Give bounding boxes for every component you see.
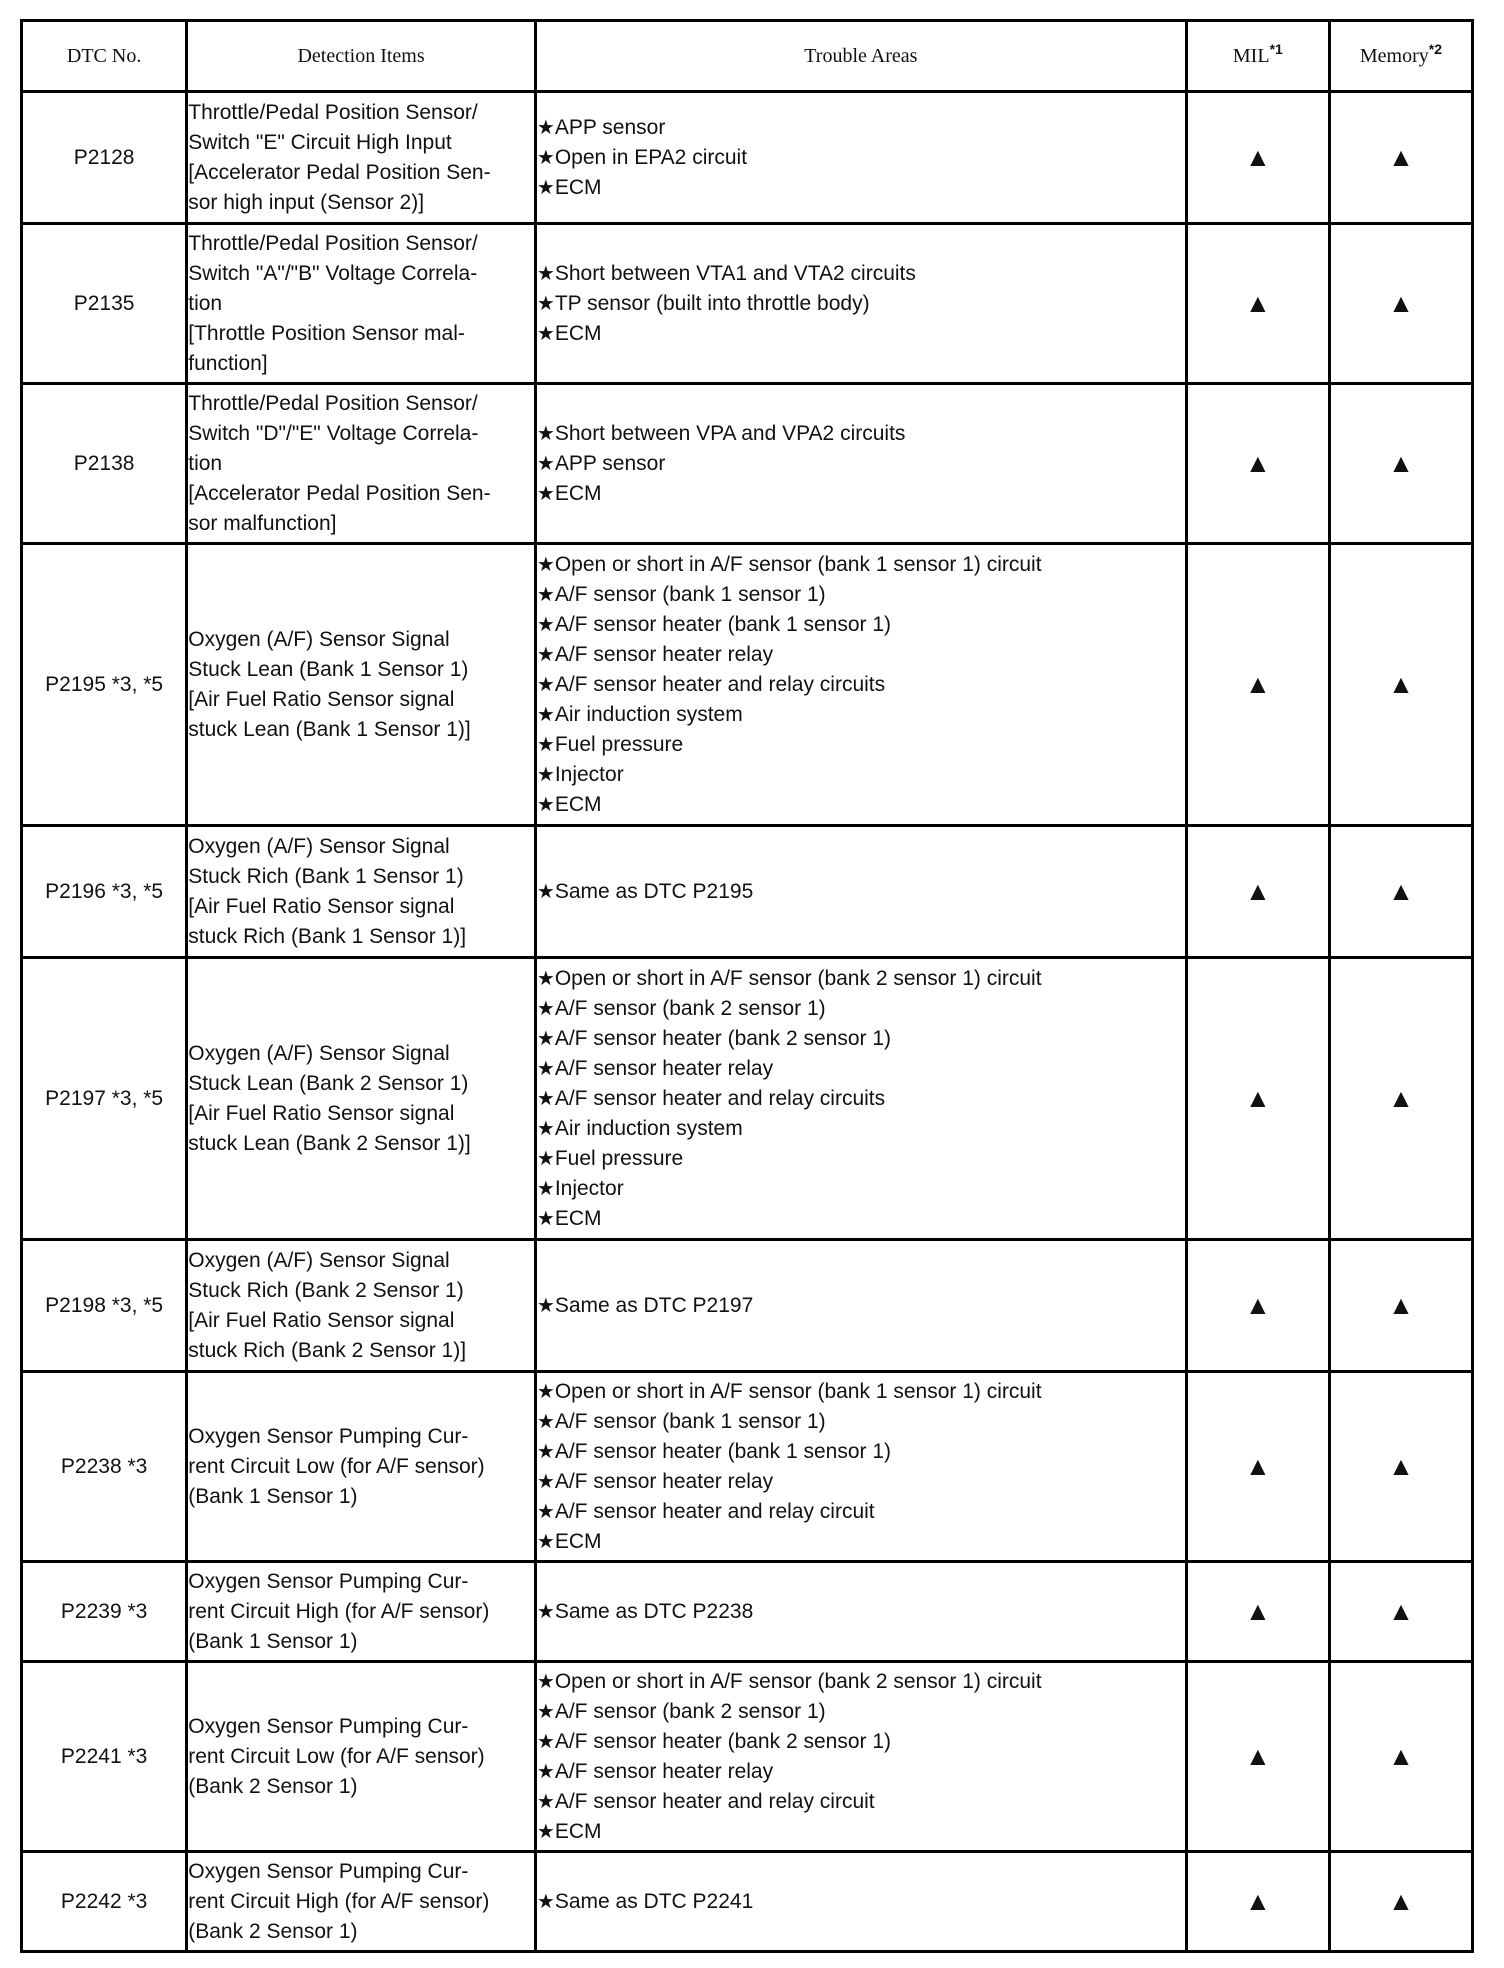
detection-item-line: Throttle/Pedal Position Sensor/ bbox=[188, 391, 478, 415]
trouble-area-item bbox=[537, 670, 1185, 700]
detection-items-cell bbox=[187, 224, 536, 384]
trouble-area-item bbox=[537, 113, 1185, 143]
star-bullet-icon: ★ bbox=[536, 763, 555, 786]
trouble-area-item bbox=[537, 1787, 1185, 1817]
detection-items-cell bbox=[187, 1372, 536, 1562]
detection-items-cell bbox=[187, 384, 536, 544]
star-bullet-icon: ★ bbox=[536, 643, 555, 666]
trouble-area-text: Open or short in A/F sensor (bank 1 sensor 1) circuit bbox=[554, 552, 1042, 576]
mil-indicator-icon: ▲ bbox=[1186, 92, 1329, 224]
detection-item-line: Throttle/Pedal Position Sensor/ bbox=[188, 100, 478, 124]
trouble-area-item bbox=[537, 1667, 1185, 1697]
detection-items-cell bbox=[187, 1562, 536, 1662]
detection-items-cell bbox=[187, 958, 536, 1240]
dtc-code: P2241 *3 bbox=[22, 1662, 187, 1852]
star-bullet-icon: ★ bbox=[536, 1530, 555, 1553]
trouble-area-item bbox=[537, 289, 1185, 319]
detection-items-cell bbox=[187, 1662, 536, 1852]
table-row bbox=[22, 544, 1473, 826]
detection-item-line: Stuck Rich (Bank 2 Sensor 1) bbox=[188, 1278, 464, 1302]
table-row bbox=[22, 1662, 1473, 1852]
star-bullet-icon: ★ bbox=[536, 1760, 555, 1783]
detection-item-line: stuck Lean (Bank 2 Sensor 1)] bbox=[188, 1131, 471, 1155]
trouble-area-item bbox=[537, 1114, 1185, 1144]
detection-item-line: [Throttle Position Sensor mal- bbox=[188, 321, 465, 345]
detection-item-line: Throttle/Pedal Position Sensor/ bbox=[188, 231, 478, 255]
detection-item-line: stuck Rich (Bank 2 Sensor 1)] bbox=[188, 1338, 467, 1362]
star-bullet-icon: ★ bbox=[536, 1057, 555, 1080]
table-row bbox=[22, 958, 1473, 1240]
star-bullet-icon: ★ bbox=[536, 967, 555, 990]
detection-item-line: Oxygen (A/F) Sensor Signal bbox=[188, 834, 450, 858]
star-bullet-icon: ★ bbox=[536, 1700, 555, 1723]
memory-indicator-icon: ▲ bbox=[1329, 224, 1472, 384]
trouble-area-text: Same as DTC P2241 bbox=[554, 1889, 754, 1913]
trouble-area-item bbox=[537, 449, 1185, 479]
dtc-code: P2196 *3, *5 bbox=[22, 826, 187, 958]
trouble-area-text: Same as DTC P2197 bbox=[554, 1293, 754, 1317]
table-row bbox=[22, 1852, 1473, 1952]
trouble-area-text: A/F sensor heater (bank 1 sensor 1) bbox=[554, 612, 891, 636]
memory-indicator-icon: ▲ bbox=[1329, 1240, 1472, 1372]
trouble-area-item bbox=[537, 550, 1185, 580]
trouble-area-text: A/F sensor heater relay bbox=[554, 1469, 774, 1493]
header-detection-items: Detection Items bbox=[187, 21, 536, 92]
trouble-area-text: Open or short in A/F sensor (bank 2 sensor 1) circuit bbox=[554, 966, 1042, 990]
trouble-area-item bbox=[537, 259, 1185, 289]
detection-item-line: [Air Fuel Ratio Sensor signal bbox=[188, 687, 455, 711]
mil-indicator-icon: ▲ bbox=[1186, 958, 1329, 1240]
trouble-areas-cell bbox=[535, 92, 1186, 224]
trouble-area-text: A/F sensor heater (bank 1 sensor 1) bbox=[554, 1439, 891, 1463]
trouble-area-text: A/F sensor heater and relay circuit bbox=[554, 1789, 875, 1813]
dtc-code: P2198 *3, *5 bbox=[22, 1240, 187, 1372]
detection-item-line: Stuck Lean (Bank 1 Sensor 1) bbox=[188, 657, 469, 681]
detection-item-line: Oxygen (A/F) Sensor Signal bbox=[188, 1248, 450, 1272]
table-row bbox=[22, 826, 1473, 958]
mil-indicator-icon: ▲ bbox=[1186, 826, 1329, 958]
star-bullet-icon: ★ bbox=[536, 292, 555, 315]
trouble-area-item bbox=[537, 1144, 1185, 1174]
trouble-area-item bbox=[537, 479, 1185, 509]
trouble-area-item bbox=[537, 1497, 1185, 1527]
detection-item-line: Switch "E" Circuit High Input bbox=[188, 130, 452, 154]
trouble-area-text: A/F sensor heater relay bbox=[554, 642, 774, 666]
star-bullet-icon: ★ bbox=[536, 997, 555, 1020]
trouble-area-text: Short between VTA1 and VTA2 circuits bbox=[554, 261, 916, 285]
trouble-area-item bbox=[537, 1697, 1185, 1727]
memory-footnote-marker: *2 bbox=[1428, 40, 1442, 57]
trouble-area-item bbox=[537, 700, 1185, 730]
detection-item-line: Oxygen Sensor Pumping Cur- bbox=[188, 1424, 469, 1448]
detection-item-line: function] bbox=[188, 351, 268, 375]
detection-item-line: [Air Fuel Ratio Sensor signal bbox=[188, 894, 455, 918]
table-row bbox=[22, 1240, 1473, 1372]
mil-indicator-icon: ▲ bbox=[1186, 1240, 1329, 1372]
trouble-areas-cell bbox=[535, 826, 1186, 958]
star-bullet-icon: ★ bbox=[536, 262, 555, 285]
star-bullet-icon: ★ bbox=[536, 176, 555, 199]
trouble-area-item bbox=[537, 760, 1185, 790]
dtc-code: P2197 *3, *5 bbox=[22, 958, 187, 1240]
star-bullet-icon: ★ bbox=[536, 1670, 555, 1693]
trouble-area-text: ECM bbox=[554, 792, 602, 816]
star-bullet-icon: ★ bbox=[536, 1410, 555, 1433]
detection-item-line: [Air Fuel Ratio Sensor signal bbox=[188, 1101, 455, 1125]
star-bullet-icon: ★ bbox=[536, 553, 555, 576]
detection-item-line: sor high input (Sensor 2)] bbox=[188, 190, 425, 214]
detection-item-line: [Air Fuel Ratio Sensor signal bbox=[188, 1308, 455, 1332]
trouble-area-item bbox=[537, 1727, 1185, 1757]
trouble-area-item bbox=[537, 580, 1185, 610]
detection-item-line: rent Circuit Low (for A/F sensor) bbox=[188, 1744, 485, 1768]
trouble-area-text: ECM bbox=[554, 1819, 602, 1843]
star-bullet-icon: ★ bbox=[536, 1790, 555, 1813]
mil-indicator-icon: ▲ bbox=[1186, 544, 1329, 826]
star-bullet-icon: ★ bbox=[536, 1890, 555, 1913]
star-bullet-icon: ★ bbox=[536, 1500, 555, 1523]
trouble-area-item bbox=[537, 1437, 1185, 1467]
detection-item-line: (Bank 1 Sensor 1) bbox=[188, 1484, 358, 1508]
star-bullet-icon: ★ bbox=[536, 613, 555, 636]
detection-item-line: [Accelerator Pedal Position Sen- bbox=[188, 481, 491, 505]
trouble-area-item bbox=[537, 419, 1185, 449]
detection-items-cell bbox=[187, 1852, 536, 1952]
trouble-area-item bbox=[537, 1084, 1185, 1114]
trouble-area-text: Air induction system bbox=[554, 1116, 743, 1140]
trouble-areas-cell bbox=[535, 1852, 1186, 1952]
trouble-area-item bbox=[537, 790, 1185, 820]
star-bullet-icon: ★ bbox=[536, 1380, 555, 1403]
detection-item-line: tion bbox=[188, 451, 223, 475]
memory-indicator-icon: ▲ bbox=[1329, 92, 1472, 224]
mil-indicator-icon: ▲ bbox=[1186, 384, 1329, 544]
star-bullet-icon: ★ bbox=[536, 1470, 555, 1493]
trouble-areas-cell bbox=[535, 224, 1186, 384]
trouble-area-item bbox=[537, 994, 1185, 1024]
trouble-area-item bbox=[537, 1407, 1185, 1437]
trouble-area-text: Same as DTC P2195 bbox=[554, 879, 754, 903]
dtc-code: P2138 bbox=[22, 384, 187, 544]
star-bullet-icon: ★ bbox=[536, 1117, 555, 1140]
trouble-area-item bbox=[537, 1024, 1185, 1054]
detection-item-line: Oxygen (A/F) Sensor Signal bbox=[188, 627, 450, 651]
trouble-areas-cell bbox=[535, 1662, 1186, 1852]
memory-indicator-icon: ▲ bbox=[1329, 958, 1472, 1240]
detection-item-line: (Bank 2 Sensor 1) bbox=[188, 1919, 358, 1943]
star-bullet-icon: ★ bbox=[536, 1177, 555, 1200]
trouble-area-text: Open in EPA2 circuit bbox=[554, 145, 748, 169]
star-bullet-icon: ★ bbox=[536, 146, 555, 169]
star-bullet-icon: ★ bbox=[536, 880, 555, 903]
trouble-area-item bbox=[537, 1054, 1185, 1084]
detection-item-line: Oxygen Sensor Pumping Cur- bbox=[188, 1714, 469, 1738]
trouble-area-text: Injector bbox=[554, 1176, 624, 1200]
trouble-area-item bbox=[537, 143, 1185, 173]
star-bullet-icon: ★ bbox=[536, 673, 555, 696]
trouble-area-text: A/F sensor heater relay bbox=[554, 1759, 774, 1783]
star-bullet-icon: ★ bbox=[536, 422, 555, 445]
trouble-areas-cell bbox=[535, 1240, 1186, 1372]
dtc-code: P2239 *3 bbox=[22, 1562, 187, 1662]
trouble-area-item bbox=[537, 1174, 1185, 1204]
trouble-area-item bbox=[537, 610, 1185, 640]
star-bullet-icon: ★ bbox=[536, 1820, 555, 1843]
detection-items-cell bbox=[187, 544, 536, 826]
trouble-area-text: TP sensor (built into throttle body) bbox=[554, 291, 870, 315]
trouble-areas-cell bbox=[535, 1562, 1186, 1662]
trouble-area-item bbox=[537, 1597, 1185, 1627]
detection-item-line: Oxygen (A/F) Sensor Signal bbox=[188, 1041, 450, 1065]
trouble-area-text: ECM bbox=[554, 321, 602, 345]
mil-indicator-icon: ▲ bbox=[1186, 224, 1329, 384]
star-bullet-icon: ★ bbox=[536, 322, 555, 345]
trouble-areas-cell bbox=[535, 1372, 1186, 1562]
star-bullet-icon: ★ bbox=[536, 1730, 555, 1753]
detection-item-line: Switch "D"/"E" Voltage Correla- bbox=[188, 421, 479, 445]
star-bullet-icon: ★ bbox=[536, 452, 555, 475]
memory-indicator-icon: ▲ bbox=[1329, 1662, 1472, 1852]
mil-indicator-icon: ▲ bbox=[1186, 1852, 1329, 1952]
table-row bbox=[22, 224, 1473, 384]
star-bullet-icon: ★ bbox=[536, 733, 555, 756]
trouble-area-item bbox=[537, 640, 1185, 670]
dtc-code: P2242 *3 bbox=[22, 1852, 187, 1952]
memory-indicator-icon: ▲ bbox=[1329, 1852, 1472, 1952]
star-bullet-icon: ★ bbox=[536, 1087, 555, 1110]
trouble-areas-cell bbox=[535, 958, 1186, 1240]
trouble-area-text: ECM bbox=[554, 175, 602, 199]
trouble-area-item bbox=[537, 173, 1185, 203]
table-row bbox=[22, 92, 1473, 224]
trouble-area-item bbox=[537, 1204, 1185, 1234]
trouble-area-text: A/F sensor heater relay bbox=[554, 1056, 774, 1080]
trouble-areas-cell bbox=[535, 384, 1186, 544]
trouble-area-text: Same as DTC P2238 bbox=[554, 1599, 754, 1623]
detection-item-line: (Bank 2 Sensor 1) bbox=[188, 1774, 358, 1798]
table-body bbox=[22, 92, 1473, 1952]
detection-item-line: (Bank 1 Sensor 1) bbox=[188, 1629, 358, 1653]
trouble-area-text: A/F sensor heater (bank 2 sensor 1) bbox=[554, 1026, 891, 1050]
memory-indicator-icon: ▲ bbox=[1329, 384, 1472, 544]
star-bullet-icon: ★ bbox=[536, 482, 555, 505]
detection-item-line: Oxygen Sensor Pumping Cur- bbox=[188, 1859, 469, 1883]
detection-item-line: Oxygen Sensor Pumping Cur- bbox=[188, 1569, 469, 1593]
trouble-area-text: A/F sensor (bank 2 sensor 1) bbox=[554, 996, 826, 1020]
trouble-area-text: A/F sensor (bank 1 sensor 1) bbox=[554, 1409, 826, 1433]
trouble-area-item bbox=[537, 1817, 1185, 1847]
detection-item-line: Switch "A"/"B" Voltage Correla- bbox=[188, 261, 478, 285]
star-bullet-icon: ★ bbox=[536, 793, 555, 816]
trouble-area-text: APP sensor bbox=[554, 451, 666, 475]
trouble-area-text: APP sensor bbox=[554, 115, 666, 139]
memory-indicator-icon: ▲ bbox=[1329, 826, 1472, 958]
table-row bbox=[22, 384, 1473, 544]
detection-item-line: rent Circuit Low (for A/F sensor) bbox=[188, 1454, 485, 1478]
trouble-area-text: A/F sensor (bank 1 sensor 1) bbox=[554, 582, 826, 606]
trouble-area-text: Open or short in A/F sensor (bank 2 sensor 1) circuit bbox=[554, 1669, 1042, 1693]
trouble-area-text: ECM bbox=[554, 1529, 602, 1553]
detection-item-line: Stuck Lean (Bank 2 Sensor 1) bbox=[188, 1071, 469, 1095]
trouble-area-text: A/F sensor heater and relay circuits bbox=[554, 1086, 886, 1110]
dtc-code: P2128 bbox=[22, 92, 187, 224]
dtc-code: P2135 bbox=[22, 224, 187, 384]
header-memory: Memory$^{*2}$ bbox=[1329, 21, 1472, 92]
mil-indicator-icon: ▲ bbox=[1186, 1372, 1329, 1562]
detection-item-line: Stuck Rich (Bank 1 Sensor 1) bbox=[188, 864, 464, 888]
mil-footnote-marker: *1 bbox=[1269, 40, 1283, 57]
dtc-table bbox=[20, 19, 1474, 1953]
detection-items-cell bbox=[187, 826, 536, 958]
trouble-area-text: Fuel pressure bbox=[554, 732, 684, 756]
star-bullet-icon: ★ bbox=[536, 583, 555, 606]
memory-indicator-icon: ▲ bbox=[1329, 544, 1472, 826]
star-bullet-icon: ★ bbox=[536, 1147, 555, 1170]
table-row bbox=[22, 1562, 1473, 1662]
header-mil: MIL$^{*1}$ bbox=[1186, 21, 1329, 92]
star-bullet-icon: ★ bbox=[536, 116, 555, 139]
dtc-code: P2238 *3 bbox=[22, 1372, 187, 1562]
trouble-area-text: Open or short in A/F sensor (bank 1 sensor 1) circuit bbox=[554, 1379, 1042, 1403]
trouble-area-item bbox=[537, 1467, 1185, 1497]
trouble-areas-cell bbox=[535, 544, 1186, 826]
table-row bbox=[22, 1372, 1473, 1562]
star-bullet-icon: ★ bbox=[536, 1440, 555, 1463]
trouble-area-text: A/F sensor heater (bank 2 sensor 1) bbox=[554, 1729, 891, 1753]
star-bullet-icon: ★ bbox=[536, 1600, 555, 1623]
trouble-area-text: Short between VPA and VPA2 circuits bbox=[554, 421, 906, 445]
trouble-area-item bbox=[537, 1291, 1185, 1321]
star-bullet-icon: ★ bbox=[536, 1027, 555, 1050]
detection-items-cell bbox=[187, 92, 536, 224]
detection-item-line: stuck Rich (Bank 1 Sensor 1)] bbox=[188, 924, 467, 948]
trouble-area-text: ECM bbox=[554, 481, 602, 505]
detection-item-line: tion bbox=[188, 291, 223, 315]
header-trouble-areas: Trouble Areas bbox=[535, 21, 1186, 92]
trouble-area-item bbox=[537, 730, 1185, 760]
trouble-area-text: Fuel pressure bbox=[554, 1146, 684, 1170]
trouble-area-item bbox=[537, 964, 1185, 994]
trouble-area-item bbox=[537, 1757, 1185, 1787]
detection-item-line: [Accelerator Pedal Position Sen- bbox=[188, 160, 491, 184]
header-row bbox=[22, 21, 1473, 92]
mil-indicator-icon: ▲ bbox=[1186, 1662, 1329, 1852]
trouble-area-item bbox=[537, 1887, 1185, 1917]
dtc-code: P2195 *3, *5 bbox=[22, 544, 187, 826]
mil-indicator-icon: ▲ bbox=[1186, 1562, 1329, 1662]
trouble-area-item bbox=[537, 1527, 1185, 1557]
trouble-area-item bbox=[537, 319, 1185, 349]
trouble-area-text: A/F sensor (bank 2 sensor 1) bbox=[554, 1699, 826, 1723]
memory-indicator-icon: ▲ bbox=[1329, 1372, 1472, 1562]
detection-item-line: rent Circuit High (for A/F sensor) bbox=[188, 1599, 490, 1623]
detection-items-cell bbox=[187, 1240, 536, 1372]
trouble-area-item bbox=[537, 877, 1185, 907]
detection-item-line: rent Circuit High (for A/F sensor) bbox=[188, 1889, 490, 1913]
memory-indicator-icon: ▲ bbox=[1329, 1562, 1472, 1662]
trouble-area-text: Injector bbox=[554, 762, 624, 786]
trouble-area-item bbox=[537, 1377, 1185, 1407]
trouble-area-text: ECM bbox=[554, 1206, 602, 1230]
trouble-area-text: Air induction system bbox=[554, 702, 743, 726]
trouble-area-text: A/F sensor heater and relay circuits bbox=[554, 672, 886, 696]
trouble-area-text: A/F sensor heater and relay circuit bbox=[554, 1499, 875, 1523]
header-dtc-no: DTC No. bbox=[22, 21, 187, 92]
star-bullet-icon: ★ bbox=[536, 1294, 555, 1317]
detection-item-line: stuck Lean (Bank 1 Sensor 1)] bbox=[188, 717, 471, 741]
star-bullet-icon: ★ bbox=[536, 703, 555, 726]
detection-item-line: sor malfunction] bbox=[188, 511, 337, 535]
star-bullet-icon: ★ bbox=[536, 1207, 555, 1230]
